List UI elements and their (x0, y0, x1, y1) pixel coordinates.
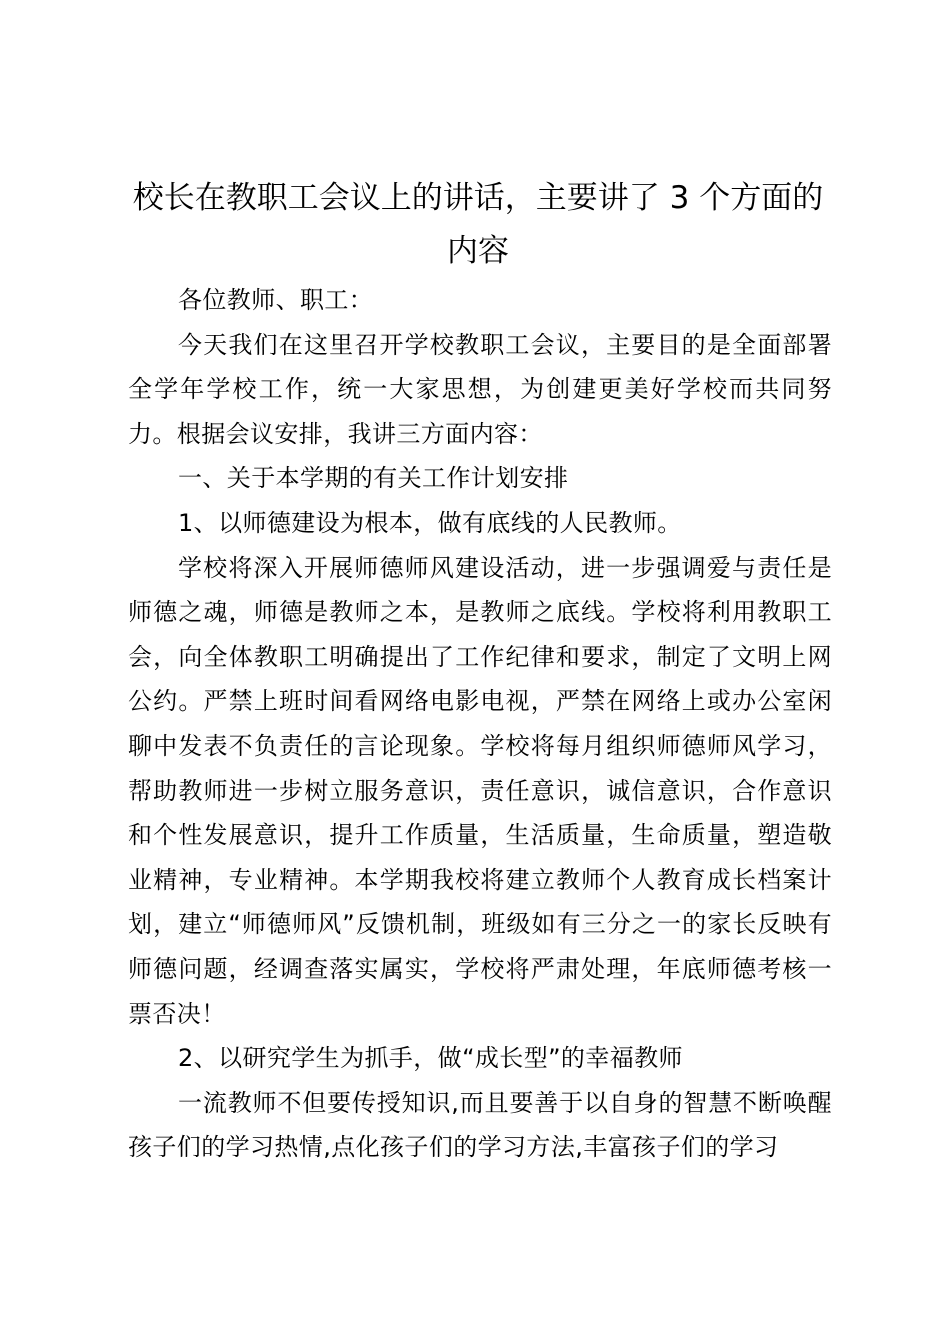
intro-paragraph: 今天我们在这里召开学校教职工会议，主要目的是全面部署全学年学校工作，统一大家思想，为创建更美好学校而共同努力。根据会议安排，我讲三方面内容： (128, 330, 832, 448)
document-title: 校长在教职工会议上的讲话，主要讲了 3 个方面的内容 (132, 180, 824, 269)
subsection-heading-2: 2、以研究学生为抓手，做“成长型”的幸福教师 (178, 1044, 683, 1073)
subsection-heading-1: 1、以师德建设为根本，做有底线的人民教师。 (178, 508, 682, 537)
document-body (128, 278, 832, 1170)
salutation-paragraph: 各位教师、职工： (178, 286, 374, 314)
body-paragraph-2: 一流教师不但要传授知识,而且要善于以自身的智慧不断唤醒孩子们的学习热情,点化孩子们的学习方法,丰富孩子们的学习 (128, 1088, 832, 1162)
section-heading: 一、关于本学期的有关工作计划安排 (178, 464, 569, 493)
body-paragraph-1: 学校将深入开展师德师风建设活动，进一步强调爱与责任是师德之魂，师德是教师之本，是教师之底线。学校将利用教职工会，向全体教职工明确提出了工作纪律和要求，制定了文明上网公约。严禁上班时间看网络电影电视，严禁在网络上或办公室闲聊中发表不负责任的言论现象。学校将每月组织师德师风学习，帮助教师进一步树立服务意识，责任意识，诚信意识，合作意识和个性发展意识，提升工作质量，生活质量，生命质量，塑造敬业精神，专业精神。本学期我校将建立教师个人教育成长档案计划，建立“师德师风”反馈机制，班级如有三分之一的家长反映有师德问题，经调查落实属实，学校将严肃处理，年底师德考核一票否决！ (128, 553, 832, 1028)
